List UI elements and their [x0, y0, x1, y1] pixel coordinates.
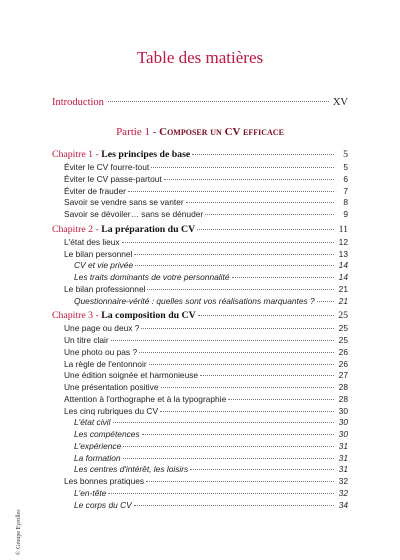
entry-page: 25: [338, 323, 348, 334]
entry-page: 31: [338, 464, 348, 475]
toc-entry[interactable]: [52, 284, 348, 296]
entry-page: 31: [338, 452, 348, 463]
toc-entry[interactable]: [52, 162, 348, 174]
chapter-title: [52, 308, 196, 323]
toc-introduction[interactable]: [52, 97, 348, 108]
page-title: Table des matières: [136, 48, 264, 67]
entry-text: Une présentation positive: [64, 382, 159, 392]
chapter-name: Les principes de base: [101, 149, 191, 160]
entry-page: 34: [338, 499, 348, 510]
part-title: Composer un CV efficace: [159, 126, 284, 138]
toc-entry[interactable]: [52, 186, 348, 198]
dot-leader: [111, 339, 334, 341]
toc-subentry[interactable]: [52, 453, 348, 465]
chapter-name: La composition du CV: [101, 310, 196, 322]
part-prefix: Partie 1 -: [116, 126, 160, 138]
dot-leader: [147, 288, 334, 290]
entry-text: Les bonnes pratiques: [64, 476, 145, 486]
entry-text: L'état civil: [74, 417, 111, 428]
toc-entry[interactable]: [52, 335, 348, 347]
entry-page: 30: [338, 417, 348, 428]
chapter-heading[interactable]: [52, 147, 348, 162]
entry-text: Savoir se vendre sans se vanter: [64, 197, 184, 208]
table-of-contents: [52, 146, 348, 511]
chapter-name: La préparation du CV: [101, 223, 196, 235]
entry-text: La formation: [74, 452, 121, 463]
entry-text: Les compétences: [74, 429, 140, 439]
dot-leader: [228, 398, 334, 400]
dot-leader: [151, 166, 334, 168]
dot-leader: [161, 386, 334, 388]
toc-entry[interactable]: [52, 197, 348, 209]
entry-page: 14: [338, 272, 348, 282]
toc-subentry[interactable]: [52, 464, 348, 476]
chapter-page: 11: [338, 223, 348, 235]
toc-entry[interactable]: [52, 359, 348, 371]
entry-page: 14: [338, 260, 348, 271]
dot-leader: [160, 410, 334, 412]
entry-page: 9: [343, 209, 348, 219]
dot-leader: [197, 228, 334, 230]
introduction-label: Introduction: [52, 97, 104, 108]
entry-page: 13: [338, 248, 348, 259]
entry-text: Les centres d'intérêt, les loisirs: [74, 464, 189, 475]
chapter-number: Chapitre 3 -: [52, 310, 102, 322]
toc-entry[interactable]: [52, 406, 348, 418]
entry-page: 28: [338, 382, 348, 392]
dot-leader: [123, 457, 334, 459]
dot-leader: [232, 276, 335, 278]
dot-leader: [108, 100, 329, 102]
entry-text: Savoir se dévoiler… sans se dénuder: [64, 209, 204, 219]
dot-leader: [139, 351, 334, 353]
chapter-number: Chapitre 2 -: [52, 223, 102, 235]
entry-text: L'état des lieux: [64, 236, 120, 247]
entry-page: 30: [338, 405, 348, 416]
copyright-credit: © Groupe Eyrolles: [16, 509, 22, 555]
entry-page: 26: [338, 358, 348, 369]
entry-text: Une édition soignée et harmonieuse: [64, 370, 199, 381]
entry-text: Un titre clair: [64, 335, 109, 345]
toc-subentry[interactable]: [52, 260, 348, 272]
entry-page: 5: [343, 162, 348, 172]
chapter-title: [52, 147, 190, 162]
toc-subentry[interactable]: [52, 500, 348, 512]
entry-page: 6: [343, 173, 348, 184]
entry-text: Le bilan personnel: [64, 248, 133, 259]
entry-page: 8: [343, 197, 348, 208]
dot-leader: [186, 201, 334, 203]
chapter-page: 25: [338, 310, 348, 322]
entry-page: 12: [338, 236, 348, 247]
dot-leader: [164, 178, 334, 180]
entry-page: 25: [338, 335, 348, 345]
entry-text: Éviter le CV passe-partout: [64, 173, 162, 184]
entry-page: 27: [338, 370, 348, 381]
dot-leader: [113, 421, 334, 423]
entry-text: Une page ou deux ?: [64, 323, 140, 334]
chapter-number: Chapitre 1 -: [52, 149, 102, 160]
dot-leader: [134, 504, 334, 506]
entry-page: 30: [338, 429, 348, 439]
entry-text: Attention à l'orthographe et à la typographie: [64, 393, 227, 404]
toc-entry[interactable]: [52, 347, 348, 359]
toc-entry[interactable]: [52, 237, 348, 249]
dot-leader: [128, 190, 334, 192]
toc-entry[interactable]: [52, 174, 348, 186]
chapter-heading[interactable]: [52, 308, 348, 323]
dot-leader: [123, 445, 334, 447]
dot-leader: [142, 433, 334, 435]
dot-leader: [317, 300, 334, 302]
dot-leader: [122, 241, 334, 243]
entry-text: La règle de l'entonnoir: [64, 358, 147, 369]
toc-subentry[interactable]: [52, 296, 348, 308]
dot-leader: [149, 363, 334, 365]
toc-subentry[interactable]: [52, 488, 348, 500]
dot-leader: [190, 468, 334, 470]
entry-page: 26: [338, 346, 348, 357]
entry-text: CV et vie privée: [74, 260, 134, 271]
entry-text: Éviter le CV fourre-tout: [64, 162, 150, 172]
dot-leader: [146, 480, 334, 482]
toc-entry[interactable]: [52, 249, 348, 261]
toc-entry[interactable]: [52, 476, 348, 488]
toc-subentry[interactable]: [52, 429, 348, 441]
entry-page: 32: [338, 476, 348, 486]
entry-text: L'expérience: [74, 440, 122, 451]
introduction-page: XV: [332, 97, 348, 108]
entry-text: Le corps du CV: [74, 499, 132, 510]
toc-subentry[interactable]: [52, 272, 348, 284]
toc-subentry[interactable]: [52, 441, 348, 453]
dot-leader: [134, 253, 334, 255]
entry-page: 31: [338, 440, 348, 451]
dot-leader: [135, 264, 334, 266]
entry-page: 7: [343, 185, 348, 196]
dot-leader: [198, 314, 334, 316]
entry-text: Les cinq rubriques du CV: [64, 405, 159, 416]
entry-text: L'en-tête: [74, 487, 107, 498]
toc-entry[interactable]: [52, 394, 348, 406]
entry-text: Éviter de frauder: [64, 185, 126, 196]
chapter-title: [52, 222, 195, 237]
entry-page: 32: [338, 487, 348, 498]
toc-entry[interactable]: [52, 382, 348, 394]
toc-entry[interactable]: [52, 209, 348, 221]
dot-leader: [200, 374, 334, 376]
toc-subentry[interactable]: [52, 417, 348, 429]
toc-entry[interactable]: [52, 370, 348, 382]
chapter-heading[interactable]: [52, 222, 348, 237]
entry-page: 21: [338, 283, 348, 294]
entry-text: Une photo ou pas ?: [64, 346, 138, 357]
entry-text: Les traits dominants de votre personnalité: [74, 272, 230, 282]
entry-text: Le bilan professionnel: [64, 283, 146, 294]
dot-leader: [108, 492, 334, 494]
dot-leader: [205, 213, 334, 215]
part-heading: [0, 126, 400, 138]
dot-leader: [141, 327, 334, 329]
entry-page: 28: [338, 393, 348, 404]
entry-text: Questionnaire-vérité : quelles sont vos réalisations marquantes ?: [74, 295, 315, 306]
chapter-page: 5: [343, 149, 348, 160]
entry-page: 21: [338, 295, 348, 306]
dot-leader: [192, 153, 334, 155]
toc-entry[interactable]: [52, 323, 348, 335]
